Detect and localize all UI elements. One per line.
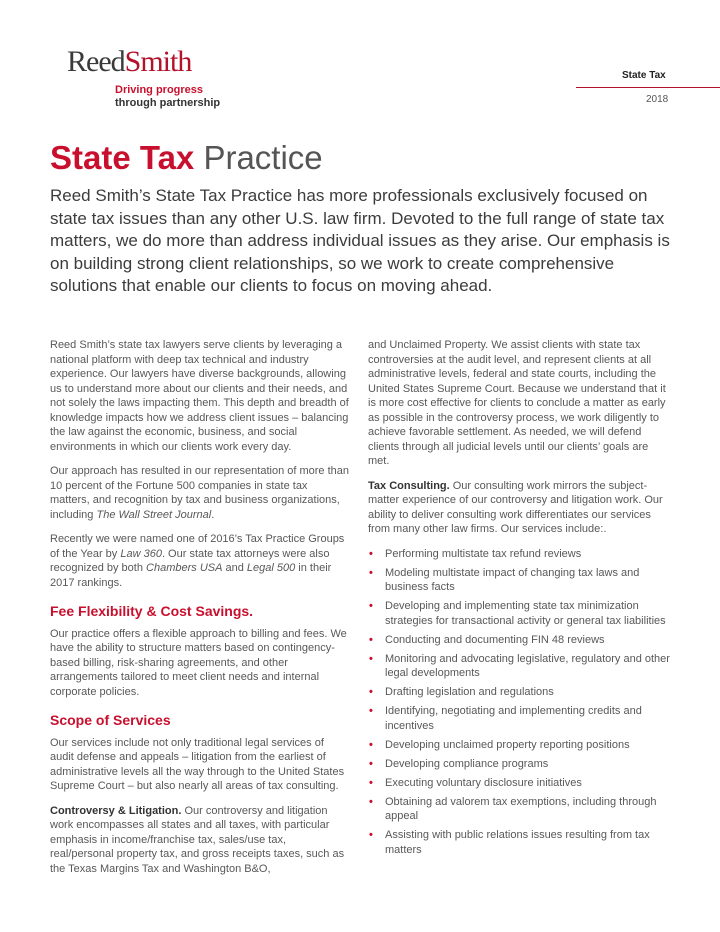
fee-paragraph: Our practice offers a flexible approach to billing and fees. We have the ability to structure matters based on contingency-based billing, risk-sharing agreements, and other arrangements tailored to meet client needs and internal corporate policies.	[50, 627, 347, 698]
tagline-line-1: Driving progress	[115, 84, 204, 96]
page-title	[50, 138, 323, 178]
recognition-text-a: Recently we were named one of 2016’s Tax Practice Groups of the Year by	[50, 533, 345, 560]
list-item	[368, 776, 670, 791]
consulting-label: Tax Consulting.	[368, 479, 450, 492]
reed-smith-logo	[67, 47, 217, 77]
list-item-text: Obtaining ad valorem tax exemptions, including through appeal	[385, 795, 657, 822]
list-item-text: Executing voluntary disclosure initiatives	[385, 776, 582, 789]
logo-wordmark	[67, 47, 217, 77]
bullet-icon: •	[369, 547, 373, 560]
document-type: State Tax	[622, 70, 666, 81]
bullet-icon: •	[369, 633, 373, 646]
list-item	[368, 599, 670, 628]
list-item	[368, 685, 670, 700]
intro-paragraph: Reed Smith’s state tax lawyers serve clients by leveraging a national platform with deep tax technical and industry experience. Our lawyers have diverse backgrounds, allowing us to understand more about our clients and their needs, and not solely the laws impacting them. This depth and breadth of knowledge impacts how we address client issues – balancing the law against the economic, business, and social environments in which our clients work every day.	[50, 339, 349, 453]
title-bold: State Tax	[50, 139, 195, 176]
list-item-text: Performing multistate tax refund reviews	[385, 547, 582, 560]
list-item	[368, 704, 670, 733]
list-item	[368, 795, 670, 824]
title-rest: Practice	[194, 139, 323, 176]
controversy-text: Our controversy and litigation work encompasses all states and all taxes, with particular emphasis in income/franchise tax, sales/use tax, real/personal property tax, and gross receipts taxes, such as the Texas Margins Tax and Washington B&O,	[50, 804, 345, 875]
list-item-text: Developing and implementing state tax minimization strategies for transactional activity or general tax liabilities	[385, 600, 666, 627]
controversy-label: Controversy & Litigation.	[50, 804, 182, 817]
bullet-icon: •	[369, 829, 373, 841]
bullet-icon: •	[369, 652, 373, 665]
chambers-publication: Chambers USA	[146, 562, 223, 574]
recognition-paragraph	[50, 532, 350, 590]
controversy-continued-paragraph: and Unclaimed Property. We assist clients with state tax controversies at the audit level, and represent clients at all administrative levels, federal and state courts, including the United States Supreme Court. Because we understand that it is more cost effective for clients to conclude a matter as early as possible in the controversy process, we work diligently to achieve favorable settlement. As needed, we will defend clients through all judicial levels until our clients’ goals are met.	[368, 339, 666, 467]
recognition-text-d: in their 2017 rankings.	[50, 562, 332, 589]
consulting-text: Our consulting work mirrors the subject-matter experience of our controversy and litigation work. Our ability to deliver consulting work differentiates our services from many other law firms. Our services include:.	[368, 479, 663, 535]
bullet-icon: •	[369, 566, 373, 579]
approach-text: Our approach has resulted in our representation of more than 10 percent of the Fortune 500 companies in state tax matters, and recognition by tax and business organizations, including	[50, 465, 350, 521]
wsj-publication: The Wall Street Journal	[96, 508, 212, 521]
bullet-icon: •	[369, 705, 373, 717]
list-item	[368, 652, 670, 681]
legal500-publication: Legal 500	[246, 562, 296, 574]
list-item	[368, 547, 670, 562]
consulting-paragraph	[368, 479, 670, 537]
bullet-icon: •	[369, 757, 373, 770]
fee-heading: Fee Flexibility & Cost Savings.	[50, 603, 254, 619]
right-column	[368, 338, 670, 862]
list-item-text: Monitoring and advocating legislative, regulatory and other legal developments	[385, 652, 670, 679]
lead-paragraph: Reed Smith’s State Tax Practice has more professionals exclusively focused on state tax issues than any other U.S. law firm. Devoted to the full range of state tax matters, we do more than address individual issues as they arise. Our emphasis is on building strong client relationships, so we work to create comprehensive solutions that enable our clients to focus on moving ahead.	[50, 186, 670, 295]
document-year: 2018	[646, 94, 669, 105]
recognition-text-c: and	[222, 562, 247, 574]
list-item-text: Conducting and documenting FIN 48 reviews	[385, 633, 605, 646]
logo-smith: Smith	[124, 45, 192, 78]
list-item-text: Modeling multistate impact of changing tax laws and business facts	[385, 566, 640, 593]
bullet-icon: •	[369, 795, 373, 808]
list-item	[368, 633, 670, 648]
bullet-icon: •	[369, 600, 373, 612]
list-item	[368, 566, 670, 595]
list-item-text: Developing unclaimed property reporting positions	[385, 738, 630, 751]
left-column	[50, 338, 350, 886]
list-item-text: Drafting legislation and regulations	[385, 686, 554, 698]
controversy-paragraph	[50, 804, 350, 877]
list-item	[368, 828, 670, 857]
list-item	[368, 757, 670, 772]
recognition-text-b: . Our state tax attorneys were also recognized by both	[50, 547, 330, 574]
list-item-text: Assisting with public relations issues resulting from tax matters	[385, 829, 650, 856]
list-item	[368, 738, 670, 753]
law360-publication: Law 360	[120, 547, 162, 560]
bullet-icon: •	[369, 686, 373, 698]
header-divider	[576, 87, 720, 88]
list-item-text: Identifying, negotiating and implementing credits and incentives	[385, 705, 642, 732]
services-list	[368, 547, 670, 858]
scope-paragraph: Our services include not only traditional legal services of audit defense and appeals – litigation from the earliest of administrative levels all the way through to the United States Supreme Court – but also nearly all areas of tax consulting.	[50, 736, 345, 792]
bullet-icon: •	[369, 738, 373, 751]
approach-paragraph	[50, 464, 350, 522]
list-item-text: Developing compliance programs	[385, 757, 549, 770]
logo-reed: Reed	[67, 45, 125, 78]
approach-end: .	[211, 508, 215, 521]
bullet-icon: •	[369, 776, 373, 789]
scope-heading: Scope of Services	[50, 712, 171, 728]
tagline-line-2: through partnership	[115, 97, 221, 109]
